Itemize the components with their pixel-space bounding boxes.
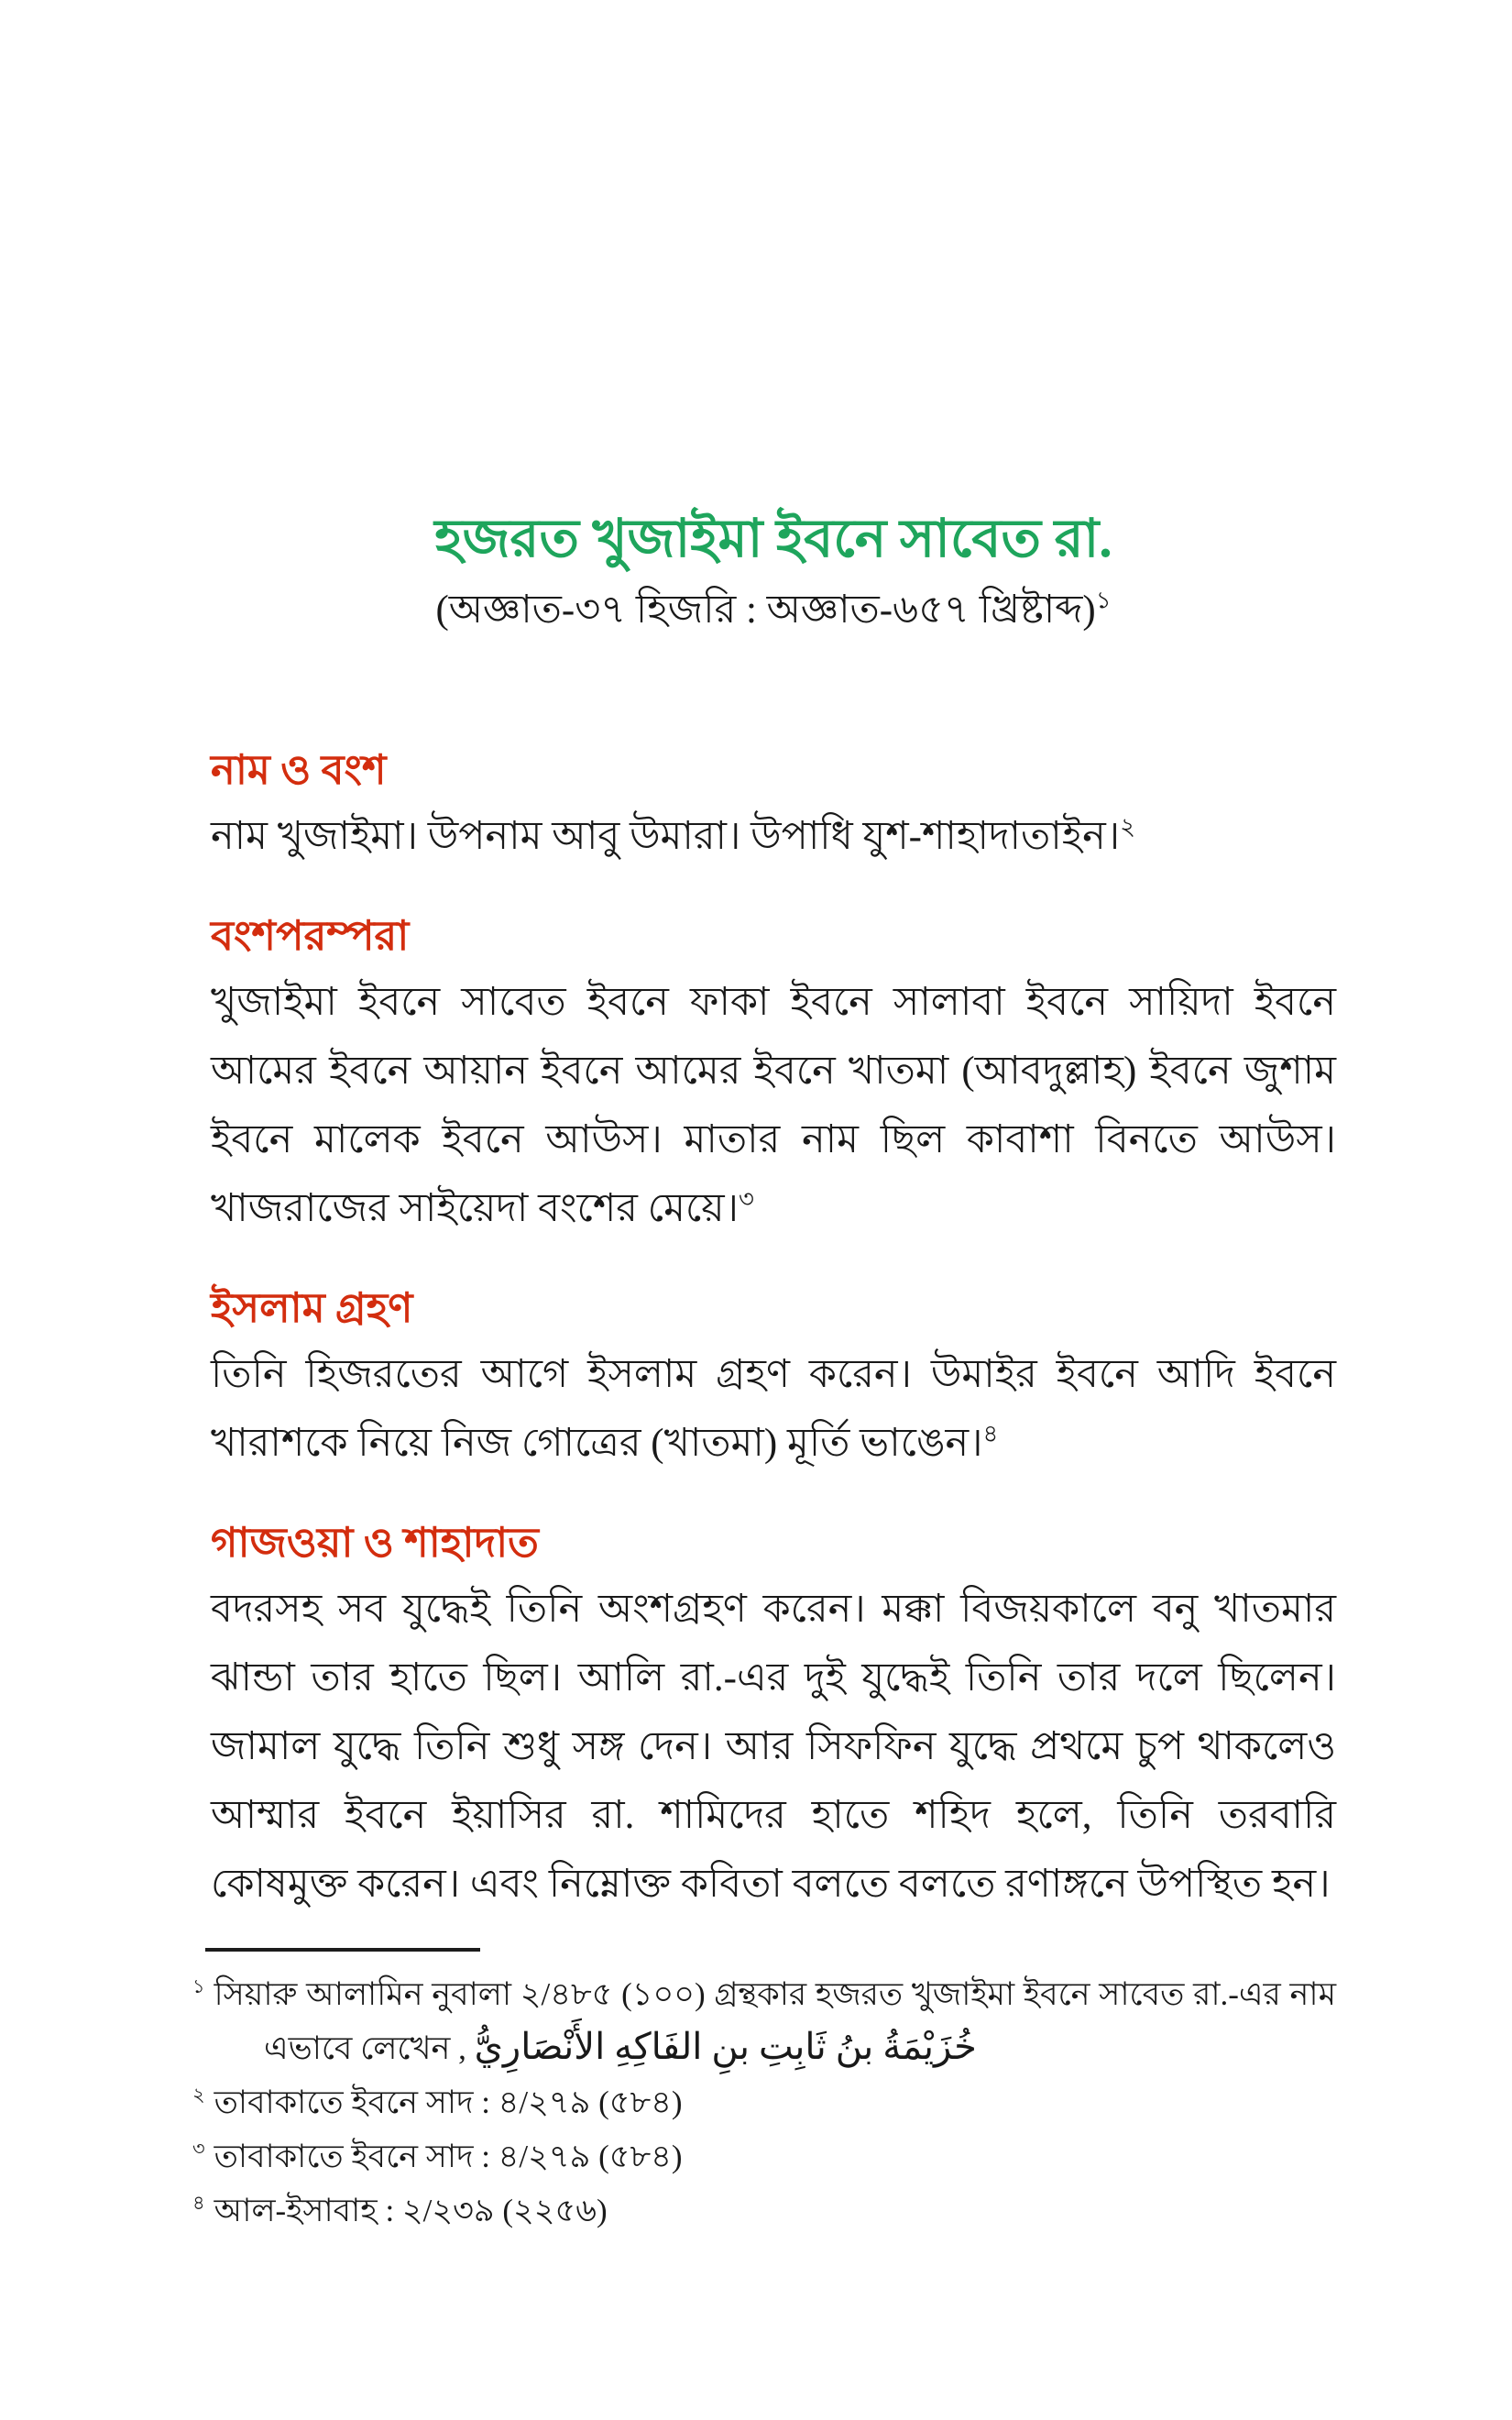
footnote-marker: ৪: [192, 2192, 205, 2215]
footnote-text: আল-ইসাবাহ : ২/২৩৯ (২২৫৬): [214, 2193, 608, 2229]
footnote-arabic-text: خُزَيْمَةُ بنُ ثَابِتِ بنِ الفَاكِهِ الأَنْصَارِيُّ: [474, 2026, 977, 2068]
section-heading: গাজওয়া ও শাহাদাত: [211, 1520, 539, 1567]
footnote-ref-4: ৪: [982, 1420, 999, 1447]
footnotes: [192, 1968, 1336, 2237]
text-column: [192, 0, 1336, 2237]
section-paragraph: [211, 802, 1336, 871]
section-name-and-lineage: [211, 743, 1336, 871]
footnote-ref-2: ২: [1120, 813, 1135, 841]
paragraph-text: নাম খুজাইমা। উপনাম আবু উমারা। উপাধি যুশ-শাহাদাতাইন।: [211, 815, 1121, 859]
footnote-item: [192, 2184, 1336, 2237]
footnote-marker: ৩: [192, 2138, 205, 2161]
page-title: হজরত খুজাইমা ইবনে সাবেত রা.: [434, 509, 1112, 568]
section-heading: নাম ও বংশ: [211, 747, 387, 794]
subtitle-text: (অজ্ঞাত-৩৭ হিজরি : অজ্ঞাত-৬৫৭ খ্রিষ্টাব্দ): [435, 588, 1096, 632]
footnote-marker: ১: [192, 1975, 205, 1998]
paragraph-text: খুজাইমা ইবনে সাবেত ইবনে ফাকা ইবনে সালাবা ইবনে সায়িদা ইবনে আমের ইবনে আয়ান ইবনে আমের ইবনে খাতমা (আবদুল্লাহ) ইবনে জুশাম ইবনে মালেক ইবনে আউস। মাতার নাম ছিল কাবাশা বিনতে আউস। খাজরাজের সাইয়েদা বংশের মেয়ে।: [211, 981, 1336, 1231]
section-paragraph: [211, 968, 1336, 1243]
footnote-item: [192, 1968, 1336, 2074]
footnote-text: তাবাকাতে ইবনে সাদ : ৪/২৭৯ (৫৮৪): [214, 2139, 683, 2175]
section-heading: বংশপরম্পরা: [211, 913, 410, 960]
section-battles-and-martyrdom: [211, 1516, 1336, 1919]
section-heading: ইসলাম গ্রহণ: [211, 1285, 413, 1332]
page-subtitle: [211, 580, 1336, 642]
footnote-ref-3: ৩: [739, 1185, 754, 1213]
footnote-marker: ২: [192, 2084, 205, 2106]
footnote-ref-1: ১: [1095, 587, 1112, 614]
footnote-divider: [205, 1948, 480, 1952]
section-genealogy: [211, 909, 1336, 1243]
section-paragraph: [211, 1575, 1336, 1919]
header-block: [211, 0, 1336, 641]
footnote-item: [192, 2076, 1336, 2128]
paragraph-text: বদরসহ সব যুদ্ধেই তিনি অংশগ্রহণ করেন। মক্কা বিজয়কালে বনু খাতমার ঝান্ডা তার হাতে ছিল। আলি রা.-এর দুই যুদ্ধেই তিনি তার দলে ছিলেন। জামাল যুদ্ধে তিনি শুধু সঙ্গ দেন। আর সিফফিন যুদ্ধে প্রথমে চুপ থাকলেও আম্মার ইবনে ইয়াসির রা. শামিদের হাতে শহিদ হলে, তিনি তরবারি কোষমুক্ত করেন। এবং নিম্নোক্ত কবিতা বলতে বলতে রণাঙ্গনে উপস্থিত হন।: [211, 1588, 1336, 1907]
paragraph-text: তিনি হিজরতের আগে ইসলাম গ্রহণ করেন। উমাইর ইবনে আদি ইবনে খারাশকে নিয়ে নিজ গোত্রের (খাতমা) মূর্তি ভাঙেন।: [211, 1353, 1336, 1466]
footnote-text: তাবাকাতে ইবনে সাদ : ৪/২৭৯ (৫৮৪): [214, 2084, 683, 2121]
footnote-text: সিয়ারু আলামিন নুবালা ২/৪৮৫ (১০০) গ্রন্থকার হজরত খুজাইমা ইবনে সাবেত রা.-এর নাম এভাবে লেখেন ,: [214, 1976, 1336, 2067]
footnote-item: [192, 2130, 1336, 2183]
section-accepting-islam: [211, 1282, 1336, 1478]
section-paragraph: [211, 1340, 1336, 1478]
